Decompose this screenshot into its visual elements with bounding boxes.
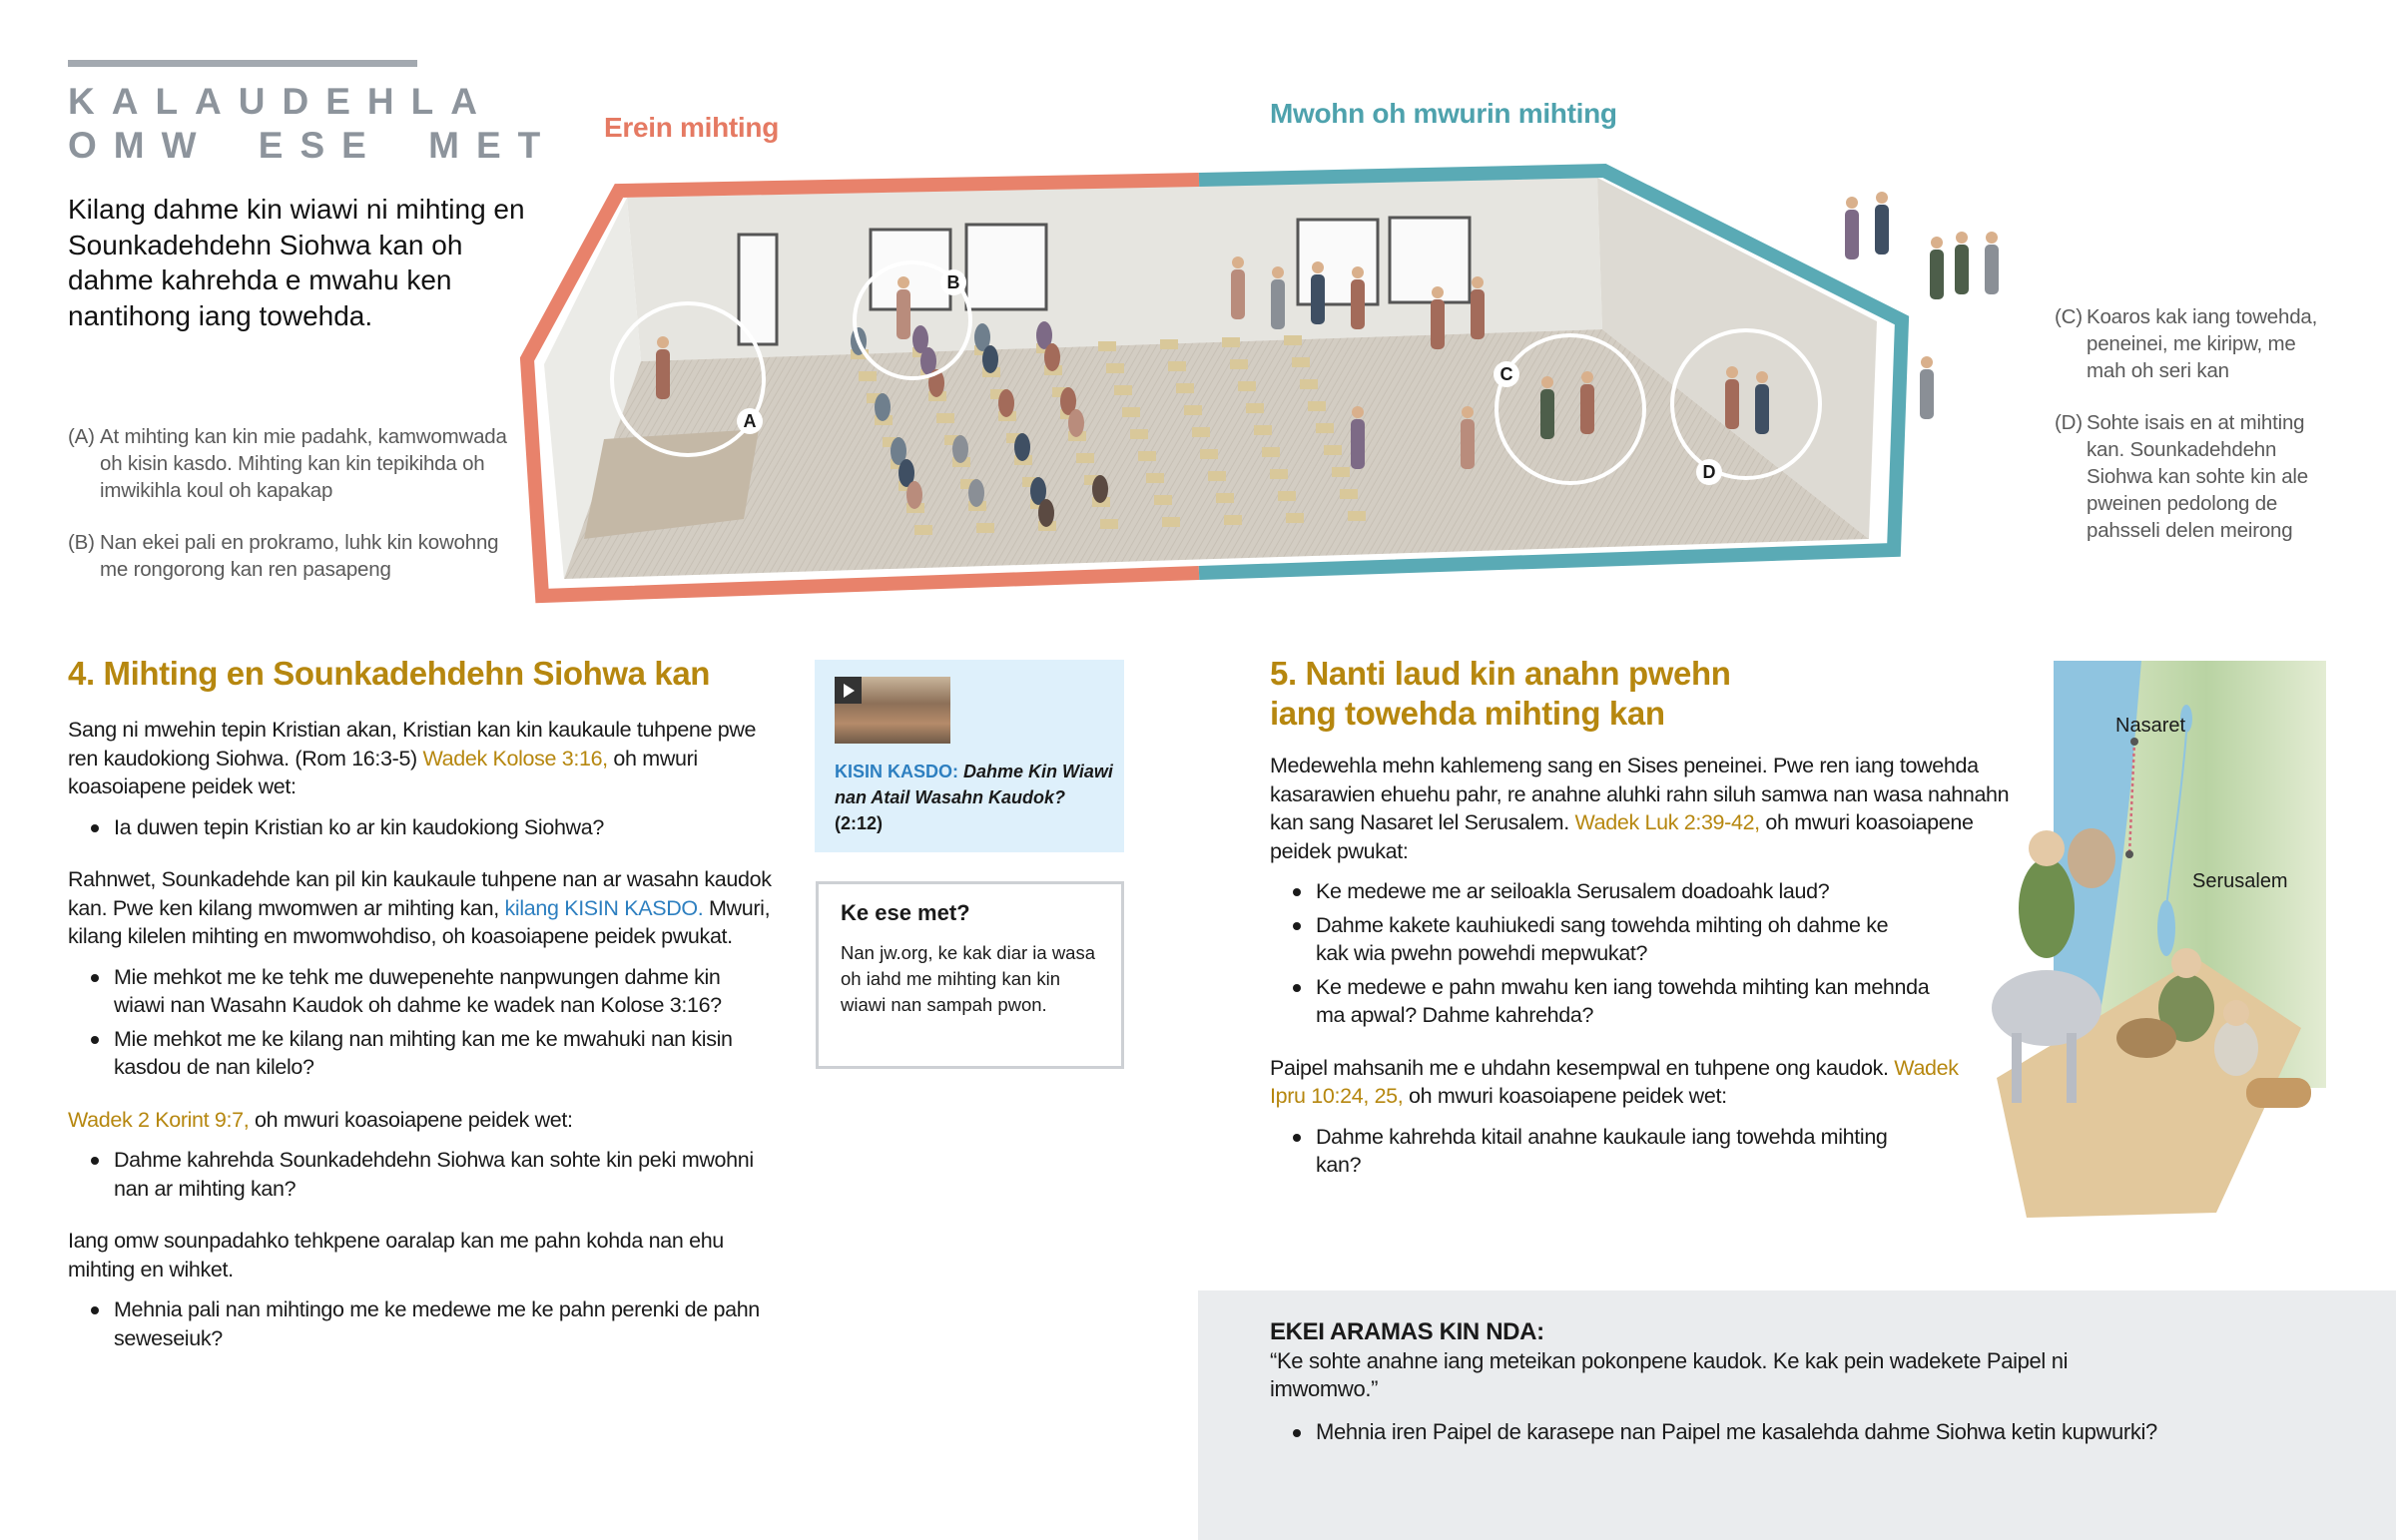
kicker-line-2: OMW ESE MET [68,125,558,166]
caption-letter: (D) [2055,411,2083,434]
video-caption [835,759,1114,836]
chair [1160,339,1178,349]
objection-label: EKEI ARAMAS KIN NDA: [1270,1318,1544,1345]
caption-letter: (A) [68,425,95,448]
chair [1216,493,1234,503]
basket [2116,1018,2176,1058]
question-item: Mie mehkot me ke kilang nan mihting kan me ke mwahuki nan kisin kasdou de nan kilelo? [68,1025,733,1082]
objection-quote [1270,1318,2268,1404]
attendee [1068,409,1084,437]
standing-person [1985,245,1999,294]
label-before-after-meeting: Mwohn oh mwurin mihting [1270,98,1617,129]
standing-person [1351,279,1365,329]
heading-line: 5. Nanti laud kin anahn pwehn [1270,655,1731,692]
standing-person [1725,379,1739,429]
chair [1246,403,1264,413]
standing-person [656,349,670,399]
chair [1106,363,1124,373]
chair [1332,467,1350,477]
attendee [1044,343,1060,371]
chair [1168,361,1186,371]
chair [1230,359,1248,369]
person-head [1921,356,1933,368]
section-4-paragraph-1 [68,716,787,801]
chair [1224,515,1242,525]
text: oh mwuri koasoiapene peidek pwukat: [1270,810,1974,863]
did-you-know-box [816,881,1124,1069]
caption-text: Nan ekei pali en prokramo, luhk kin kowohng me rongorong kan ren pasapeng [100,531,499,581]
person-head [1931,237,1943,249]
person-head [1581,371,1593,383]
chair [976,523,994,533]
child-figure [2214,1020,2258,1076]
caption-text: Koaros kak iang towehda, peneinei, me kiripw, me mah oh seri kan [2087,305,2318,382]
video-thumbnail[interactable] [835,677,950,744]
heading-line: iang towehda mihting kan [1270,695,1665,732]
sack [2068,828,2115,888]
standing-person [1930,250,1944,299]
section-5-paragraph-1 [1270,752,2014,865]
person-head [1472,276,1484,288]
person-head [1462,406,1474,418]
section-4-paragraph-2 [68,865,787,951]
chair [1154,495,1172,505]
map-label-nasaret: Nasaret [2115,715,2186,737]
standing-person [1461,419,1475,469]
objection-text: “Ke sohte anahne iang meteikan pokonpene kaudok. Ke kak pein wadekete Paipel ni imwomwo.” [1270,1347,2069,1401]
kingdom-hall-illustration [0,0,2396,699]
kicker-line-1: KALAUDEHLA [68,81,494,122]
caption-letter: (C) [2055,305,2083,328]
scripture-link-ipru[interactable]: Wadek Ipru 10:24, 25, [1270,1055,1959,1108]
section-4-heading: 4. Mihting en Sounkadehdehn Siohwa kan [68,655,711,692]
question-item: Mehnia pali nan mihtingo me ke medewe me ke pahn perenki de pahn seweseiuk? [68,1295,773,1352]
section-4-paragraph-3 [68,1106,787,1135]
attendee [906,481,922,509]
attendee [1038,499,1054,527]
chair [1146,473,1164,483]
standing-person [1231,269,1245,319]
section-4 [68,654,807,1352]
chair [1076,453,1094,463]
standing-person [1271,279,1285,329]
scripture-link-kolose[interactable]: Wadek Kolose 3:16, [422,746,608,770]
label-during-meeting: Erein mihting [604,112,779,143]
question-item: Dahme kahrehda kitail anahne kaukaule iang towehda mihting kan? [1270,1123,1915,1180]
chair [1262,447,1280,457]
chair [1192,427,1210,437]
question-item: Dahme kakete kauhiukedi sang towehda mihting oh dahme ke kak wia pwehn powehdi mepwukat? [1270,911,1915,968]
scripture-link-luk[interactable]: Wadek Luk 2:39-42, [1574,810,1760,834]
person-head [1312,261,1324,273]
chair [1100,519,1118,529]
standing-person [1311,274,1325,324]
scripture-link-korint[interactable]: Wadek 2 Korint 9:7, [68,1107,250,1132]
intro-text: Kilang dahme kin wiawi ni mihting en Sounkadehdehn Siohwa kan oh dahme kahrehda e mwahu ken nantihong iang towehda. [68,194,525,331]
standing-person [1955,245,1969,294]
person-head [1432,286,1444,298]
standing-person [1920,369,1934,419]
play-icon[interactable] [835,677,862,704]
text: Medewehla mehn kahlemeng sang en Sises peneinei. Pwe ren iang towehda kasarawien ehuehu pahr, re anahne aluhki rahn siluh samwa nan wasa nahnahn kan sang Nasaret lel Serusalem. [1270,754,2010,834]
objection-panel [1198,1290,2396,1540]
chair [1270,469,1288,479]
marker-c: C [1494,361,1519,387]
marker-d: D [1696,459,1722,485]
person-head [1986,232,1998,244]
chair [1348,511,1366,521]
person-head [1756,371,1768,383]
text: Mwuri, kilang kilelen mihting en mwomwohdiso, oh koasoiapene peidek pwukat. [68,895,771,948]
chair [1162,517,1180,527]
person-head [1876,192,1888,204]
attendee [1092,475,1108,503]
standing-person [1351,419,1365,469]
standing-person [1431,299,1445,349]
chair [1184,405,1202,415]
donkey [1992,970,2101,1046]
attendee [1014,433,1030,461]
did-you-know-heading: Ke ese met? [841,900,970,925]
standing-person [1540,389,1554,439]
chair [1340,489,1358,499]
serusalem-dot [2125,850,2133,858]
section-4-paragraph-4: Iang omw sounpadahko tehkpene oaralap kan me pahn kohda nan ehu mihting en wihket. [68,1229,724,1282]
video-box[interactable] [815,660,1124,852]
dead-sea [2157,900,2175,956]
video-label: KISIN KASDO: [835,762,959,781]
question-item: Ia duwen tepin Kristian ko ar kin kaudokiong Siohwa? [68,813,787,842]
question-item: Dahme kahrehda Sounkadehdehn Siohwa kan sohte kin peki mwohni nan ar mihting kan? [68,1146,773,1203]
marker-a: A [737,408,763,434]
chair [1292,357,1310,367]
standing-person [1875,205,1889,255]
nasaret-dot [2130,738,2138,746]
map-illustration [1937,659,2356,1238]
question-item: Ke medewe me ar seiloakla Serusalem doadoahk laud? [1270,877,1915,906]
chair [1316,423,1334,433]
chair [1284,335,1302,345]
video-link[interactable]: kilang KISIN KASDO. [504,895,704,920]
caption-letter: (B) [68,531,95,554]
text: Sang ni mwehin tepin Kristian akan, Kristian kan kin kaukaule tuhpene pwe ren kaudokiong Siohwa. (Rom 16:3-5) [68,718,757,770]
chair [1114,385,1132,395]
standing-person [1471,289,1485,339]
chair [1138,451,1156,461]
chair [859,371,877,381]
person-head [1232,257,1244,268]
section-5-paragraph-2 [1270,1054,1969,1111]
text: Rahnwet, Sounkadehde kan pil kin kaukaule tuhpene nan ar wasahn kaudok kan. Pwe ken kilang mwomwen ar mihting kan, [68,867,772,920]
chair [1200,449,1218,459]
man-figure [2019,858,2075,958]
standing-person [1845,210,1859,259]
standing-person [897,289,910,339]
chair [1238,381,1256,391]
chair [1222,337,1240,347]
attendee [875,393,891,421]
chair [1286,513,1304,523]
person-head [1956,232,1968,244]
person-head [1352,266,1364,278]
chair [1300,379,1318,389]
bedroll [2246,1078,2311,1108]
chair [1176,383,1194,393]
chair [1122,407,1140,417]
standing-person [1580,384,1594,434]
attendee [968,479,984,507]
caption-text: Sohte isais en at mihting kan. Sounkadehdehn Siohwa kan sohte kin ale pweinen pedolong de pahsseli delen meirong [2087,411,2308,542]
standing-person [1755,384,1769,434]
text: oh mwuri koasoiapene peidek wet: [249,1107,573,1132]
text: Paipel mahsanih me e uhdahn kesempwal en tuhpene ong kaudok. [1270,1055,1895,1080]
chair [1130,429,1148,439]
question-item: Mehnia iren Paipel de karasepe nan Paipel me kasalehda dahme Siohwa ketin kupwurki? [1270,1418,2268,1447]
map-label-serusalem: Serusalem [2192,870,2288,892]
chair [1254,425,1272,435]
section-5 [1270,654,2029,1180]
attendee [952,435,968,463]
person-head [1726,366,1738,378]
marker-b: B [940,269,966,295]
person-head [898,276,909,288]
question-item: Mie mehkot me ke tehk me duwepenehte nanpwungen dahme kin wiawi nan Wasahn Kaudok oh dahme ke wadek nan Kolose 3:16? [68,963,733,1020]
did-you-know-text: Nan jw.org, ke kak diar ia wasa oh iahd me mihting kan kin wiawi nan sampah pwon. [841,942,1096,1015]
caption-text: At mihting kan kin mie padahk, kamwomwada oh kisin kasdo. Mihting kan kin tepikihda oh imwikihla koul oh kapakap [100,425,507,502]
attendee [998,389,1014,417]
chair [914,525,932,535]
text: oh mwuri koasoiapene peidek wet: [1403,1084,1727,1108]
person-head [1352,406,1364,418]
person-head [657,336,669,348]
chair [1308,401,1326,411]
question-item: Ke medewe e pahn mwahu ken iang towehda mihting kan mehnda ma apwal? Dahme kahrehda? [1270,973,1935,1030]
chair [1324,445,1342,455]
person-head [1846,197,1858,209]
chair [936,413,954,423]
attendee [982,345,998,373]
video-title[interactable]: Dahme Kin Wiawi nan Atail Wasahn Kaudok? [835,762,1113,807]
text: oh mwuri koasoiapene peidek wet: [68,746,698,798]
person-head [1272,266,1284,278]
chair [1098,341,1116,351]
chair [1278,491,1296,501]
section-5-heading [1270,654,2029,734]
chair [1208,471,1226,481]
video-duration: (2:12) [835,813,884,833]
person-head [1541,376,1553,388]
